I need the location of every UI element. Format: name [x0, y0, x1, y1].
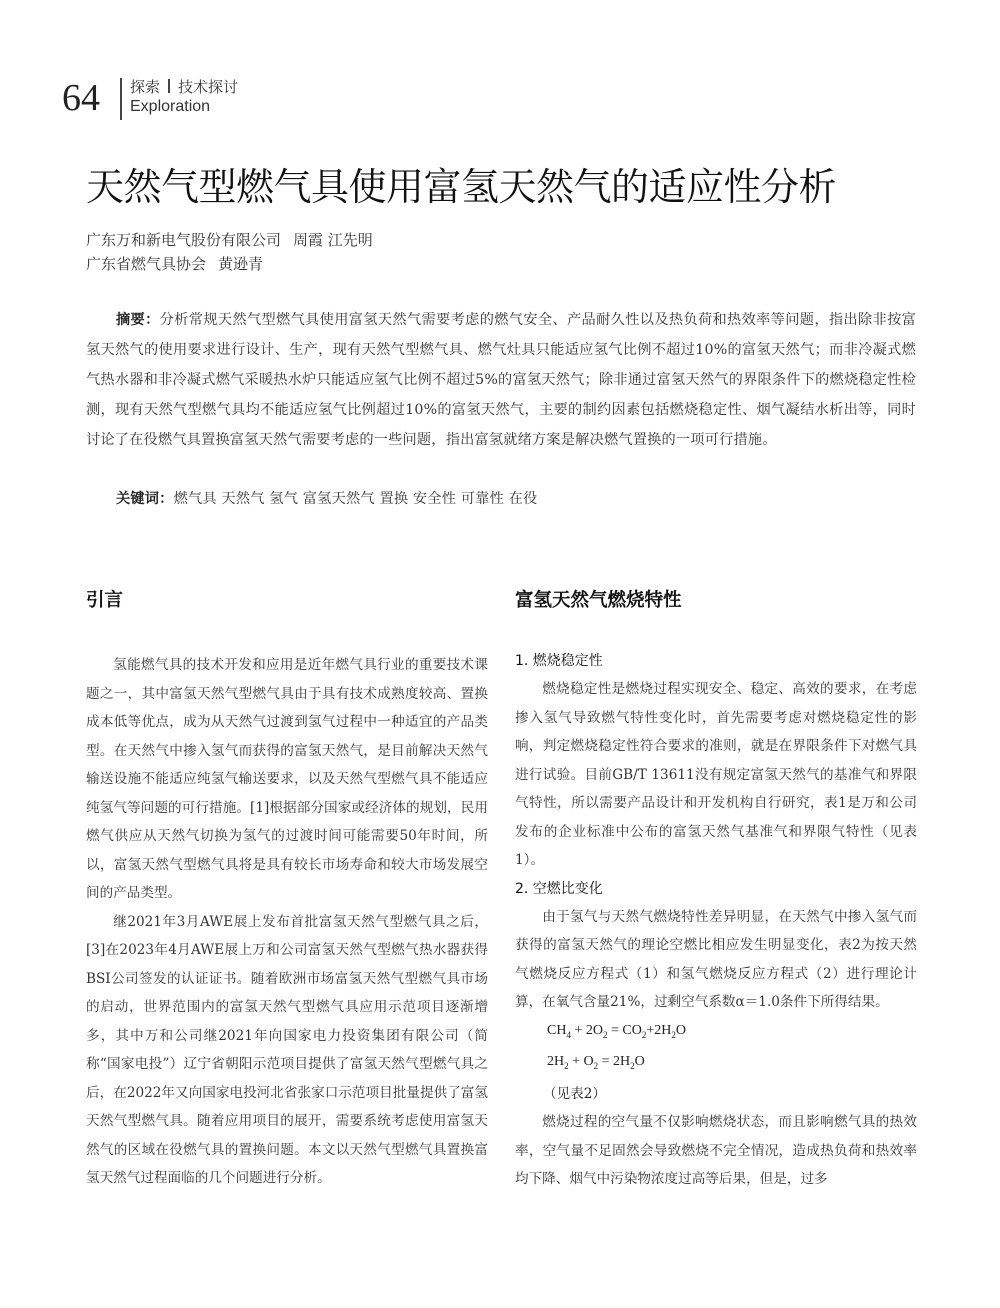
keywords-text: 燃气具 天然气 氢气 富氢天然气 置换 安全性 可靠性 在役	[173, 491, 538, 507]
author-line-1	[86, 228, 373, 252]
subsection-label: 技术探讨	[178, 78, 239, 96]
page-number: 64	[62, 77, 100, 119]
left-column	[86, 585, 488, 1193]
section-label: 探索	[130, 78, 161, 96]
author-names: 周霞 江先明	[293, 231, 373, 249]
author-affiliation: 广东省燃气具协会	[86, 255, 207, 273]
author-line-2	[86, 252, 373, 276]
abstract-label: 摘要：	[116, 312, 160, 328]
table-reference: （见表2）	[543, 1086, 607, 1103]
equation-hydrogen-combustion: $2H_2 + O_2 = 2H_2O$	[547, 1054, 645, 1072]
section-tags	[130, 76, 238, 97]
body-paragraph: 燃烧过程的空气量不仅影响燃烧状态，而且影响燃气具的热效率，空气量不足固然会导致燃烧不完全情况，造成热负荷和热效率均下降、烟气中污染物浓度过高等后果，但是，过多	[515, 1114, 917, 1188]
author-affiliation: 广东万和新电气股份有限公司	[86, 231, 282, 249]
section-heading-introduction: 引言	[86, 590, 124, 611]
body-paragraph: 氢能燃气具的技术开发和应用是近年燃气具行业的重要技术课题之一，其中富氢天然气型燃气具由于具有技术成熟度较高、置换成本低等优点，成为从天然气过渡到氢气过程中一种适宜的产品类型。在天然气中掺入氢气而获得的富氢天然气，是目前解决天然气输送设施不能适应纯氢气输送要求，以及天然气型燃气具不能适应纯氢气等问题的可行措施。[1]根据部分国家或经济体的规划，民用燃气供应从天然气切换为氢气的过渡时间可能需要50年时间，所以，富氢天然气型燃气具将是具有较长市场寿命和较大市场发展空间的产品类型。	[86, 657, 488, 901]
section-english-label: Exploration	[130, 98, 211, 115]
body-paragraph: 继2021年3月AWE展上发布首批富氢天然气型燃气具之后，[3]在2023年4月AWE展上万和公司富氢天然气型燃气热水器获得BSI公司签发的认证证书。随着欧洲市场富氢天然气型燃气具市场的启动，世界范围内的富氢天然气型燃气具应用示范项目逐渐增多，其中万和公司继2021年向国家电力投资集团有限公司（简称“国家电投”）辽宁省朝阳示范项目提供了富氢天然气型燃气具之后，在2022年又向国家电投河北省张家口示范项目批量提供了富氢天然气型燃气具。随着应用项目的展开，需要系统考虑使用富氢天然气的区域在役燃气具的置换问题。本文以天然气型燃气具置换富氢天然气过程面临的几个问题进行分析。	[86, 913, 488, 1186]
header-divider	[120, 78, 122, 120]
section-heading-combustion: 富氢天然气燃烧特性	[515, 590, 682, 611]
body-paragraph: 由于氢气与天然气燃烧特性差异明显，在天然气中掺入氢气而获得的富氢天然气的理论空燃比相应发生明显变化，表2为按天然气燃烧反应方程式（1）和氢气燃烧反应方程式（2）进行理论计算，在氧气含量21%，过剩空气系数α＝1.0条件下所得结果。	[515, 908, 917, 1010]
equation-methane-combustion: $CH_4 + 2O_2 = CO_2+2H_2O$	[547, 1022, 686, 1040]
right-column	[515, 585, 917, 1194]
author-block	[86, 228, 373, 276]
author-names: 黄逊青	[218, 255, 264, 273]
keywords	[116, 485, 916, 513]
tag-separator	[168, 79, 170, 93]
subheading-stability: 1. 燃烧稳定性	[515, 653, 603, 669]
body-paragraph: 燃烧稳定性是燃烧过程实现安全、稳定、高效的要求，在考虑掺入氢气导致燃气特性变化时，首先需要考虑对燃烧稳定性的影响，判定燃烧稳定性符合要求的准则，就是在界限条件下对燃气具进行试验。目前GB/T 13611没有规定富氢天然气的基准气和界限气特性，所以需要产品设计和开发机构自行研究，表1是万和公司发布的企业标准中公布的富氢天然气基准气和界限气特性（见表1）。	[515, 681, 917, 868]
article-title: 天然气型燃气具使用富氢天然气的适应性分析	[86, 165, 837, 209]
abstract-text: 分析常规天然气型燃气具使用富氢天然气需要考虑的燃气安全、产品耐久性以及热负荷和热效率等问题，指出除非按富氢天然气的使用要求进行设计、生产，现有天然气型燃气具、燃气灶具只能适应氢气比例不超过10%的富氢天然气；而非冷凝式燃气热水器和非冷凝式燃气采暖热水炉只能适应氢气比例不超过5%的富氢天然气；除非通过富氢天然气的界限条件下的燃烧稳定性检测，现有天然气型燃气具均不能适应氢气比例超过10%的富氢天然气，主要的制约因素包括燃烧稳定性、烟气凝结水析出等，同时讨论了在役燃气具置换富氢天然气需要考虑的一些问题，指出富氢就绪方案是解决燃气置换的一项可行措施。	[86, 312, 917, 448]
subheading-air-fuel-ratio: 2. 空燃比变化	[515, 880, 603, 897]
abstract	[86, 305, 916, 455]
keywords-label: 关键词：	[116, 491, 174, 507]
